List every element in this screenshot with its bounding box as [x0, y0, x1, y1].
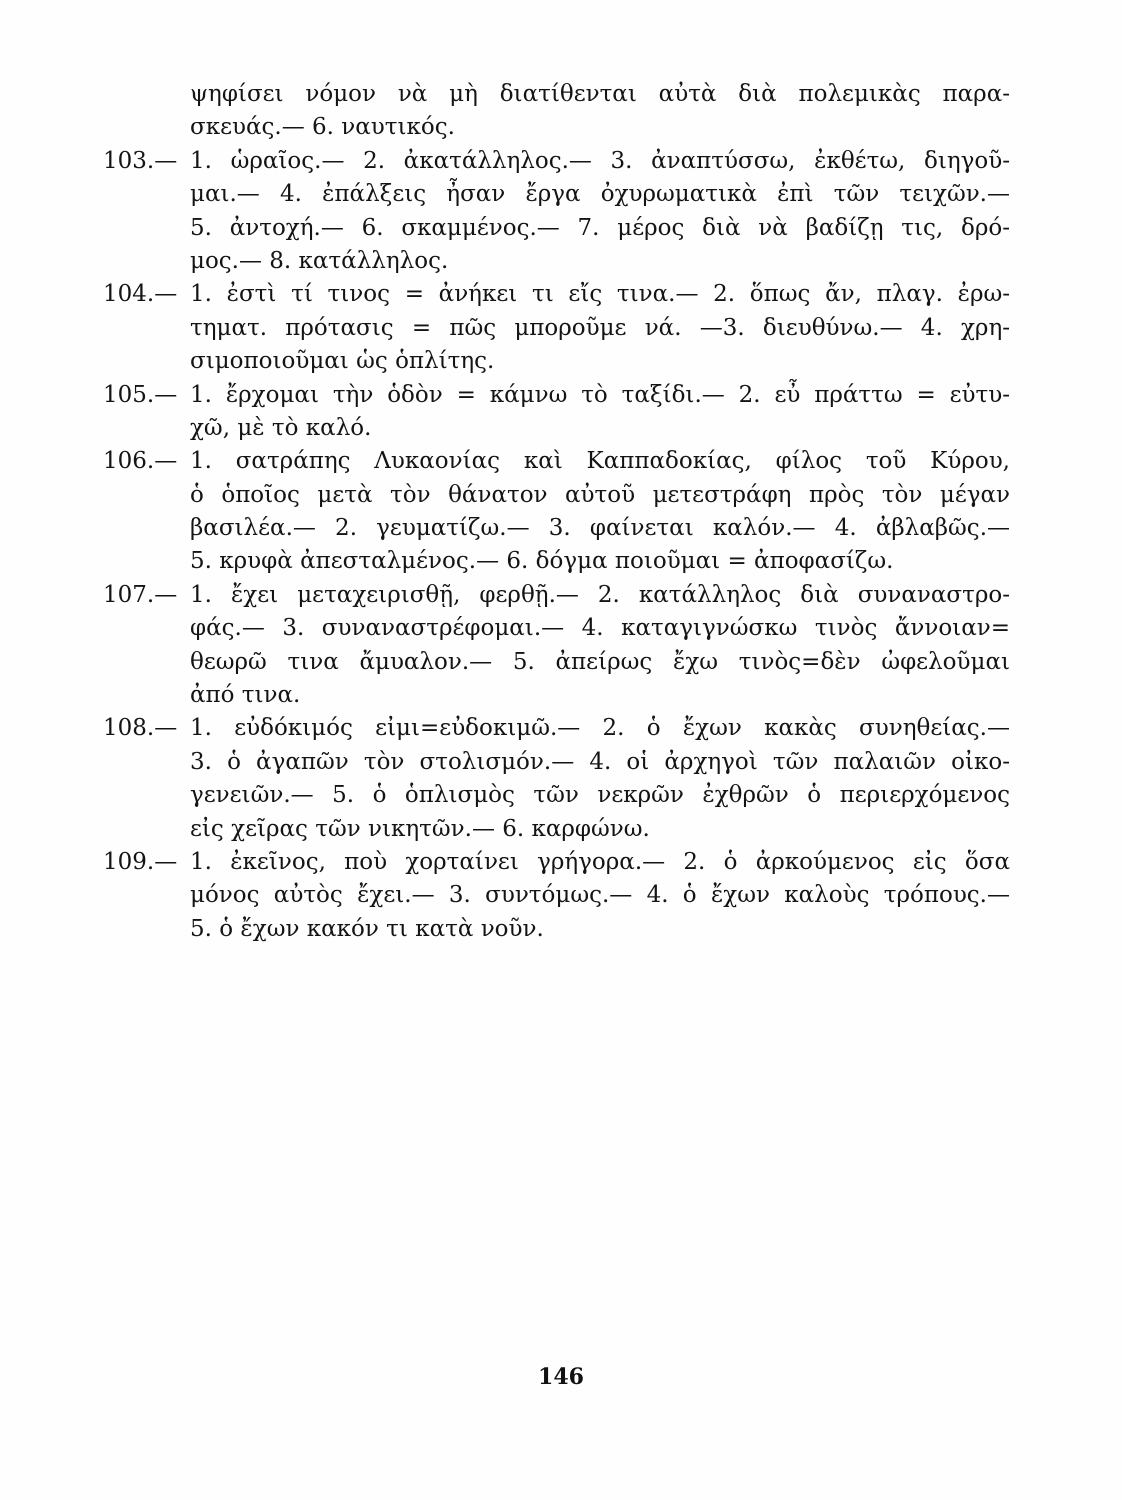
- line-text: ψηφίσει νόμον νὰ μὴ διατίθενται αὐτὰ διὰ πολεμικὰς παρα-: [190, 81, 1010, 107]
- text-line: [0, 178, 1122, 211]
- text-line: [0, 512, 1122, 545]
- line-text: ἀπό τινα.: [190, 682, 301, 709]
- text-line: [0, 445, 1122, 478]
- text-line: [0, 879, 1122, 912]
- entry-number: 106.—: [103, 448, 178, 475]
- line-text: χῶ, μὲ τὸ καλό.: [190, 414, 372, 441]
- line-text: 1. σατράπης Λυκαονίας καὶ Καππαδοκίας, φίλος τοῦ Κύρου,: [190, 448, 1010, 475]
- line-text: 1. εὐδόκιμός εἰμι=εὐδοκιμῶ.— 2. ὁ ἔχων κακὰς συνηθείας.—: [190, 715, 1010, 742]
- entry-number: 104.—: [103, 281, 178, 308]
- line-text: 1. ἐστὶ τί τινος = ἀνήκει τι εἴς τινα.— 2. ὅπως ἄν, πλαγ. ἐρω-: [190, 281, 1010, 308]
- glossary-text: [0, 78, 1122, 946]
- page-number: 146: [538, 1364, 584, 1390]
- text-line: [0, 746, 1122, 779]
- text-line: [0, 545, 1122, 578]
- text-line: [0, 312, 1122, 345]
- line-text: 1. ἐκεῖνος, ποὺ χορταίνει γρήγορα.— 2. ὁ ἀρκούμενος εἰς ὅσα: [190, 848, 1010, 875]
- text-line: [0, 245, 1122, 278]
- text-line: [0, 579, 1122, 612]
- text-line: [0, 212, 1122, 245]
- line-text: 5. κρυφὰ ἀπεσταλμένος.— 6. δόγμα ποιοῦμαι = ἀποφασίζω.: [190, 548, 894, 575]
- line-text: εἰς χεῖρας τῶν νικητῶν.— 6. καρφώνω.: [190, 815, 650, 842]
- line-text: 5. ἀντοχή.— 6. σκαμμένος.— 7. μέρος διὰ νὰ βαδίζῃ τις, δρό-: [190, 214, 1010, 241]
- text-line: [0, 913, 1122, 946]
- line-text: μόνος αὐτὸς ἔχει.— 3. συντόμως.— 4. ὁ ἔχων καλοὺς τρόπους.—: [190, 882, 1010, 909]
- entry-number: 109.—: [103, 848, 178, 875]
- text-line: [0, 111, 1122, 144]
- entry-number: 103.—: [103, 147, 178, 174]
- line-text: φάς.— 3. συναναστρέφομαι.— 4. καταγιγνώσκω τινὸς ἄννοιαν=: [190, 615, 1010, 642]
- line-text: 1. ἔρχομαι τὴν ὁδὸν = κάμνω τὸ ταξίδι.— 2. εὖ πράττω = εὐτυ-: [190, 381, 1010, 408]
- line-text: σκευάς.— 6. ναυτικός.: [190, 114, 455, 141]
- text-line: [0, 779, 1122, 812]
- line-text: 1. ὡραῖος.— 2. ἀκατάλληλος.— 3. ἀναπτύσσω, ἐκθέτω, διηγοῦ-: [190, 147, 1010, 174]
- text-line: [0, 612, 1122, 645]
- line-text: γενειῶν.— 5. ὁ ὁπλισμὸς τῶν νεκρῶν ἐχθρῶν ὁ περιερχόμενος: [190, 782, 1010, 809]
- line-text: μος.— 8. κατάλληλος.: [190, 247, 449, 274]
- entry-number: 107.—: [103, 581, 178, 608]
- text-line: [0, 379, 1122, 412]
- line-text: ὁ ὁποῖος μετὰ τὸν θάνατον αὐτοῦ μετεστράφη πρὸς τὸν μέγαν: [190, 481, 1010, 508]
- text-line: [0, 345, 1122, 378]
- text-line: [0, 646, 1122, 679]
- text-line: [0, 712, 1122, 745]
- line-text: 5. ὁ ἔχων κακόν τι κατὰ νοῦν.: [190, 915, 544, 942]
- line-text: μαι.— 4. ἐπάλξεις ἦσαν ἔργα ὀχυρωματικὰ ἐπὶ τῶν τειχῶν.—: [190, 181, 1010, 208]
- text-line: [0, 679, 1122, 712]
- entry-number: 105.—: [103, 381, 178, 408]
- line-text: θεωρῶ τινα ἄμυαλον.— 5. ἀπείρως ἔχω τινὸς=δὲν ὠφελοῦμαι: [190, 648, 1010, 675]
- text-line: [0, 813, 1122, 846]
- line-text: τηματ. πρότασις = πῶς μποροῦμε νά. —3. διευθύνω.— 4. χρη-: [190, 314, 1010, 341]
- text-line: [0, 78, 1122, 111]
- line-text: 1. ἔχει μεταχειρισθῇ, φερθῇ.— 2. κατάλληλος διὰ συναναστρο-: [190, 581, 1010, 608]
- text-line: [0, 846, 1122, 879]
- line-text: 3. ὁ ἀγαπῶν τὸν στολισμόν.— 4. οἱ ἀρχηγοὶ τῶν παλαιῶν οἰκο-: [190, 748, 1010, 775]
- line-text: βασιλέα.— 2. γευματίζω.— 3. φαίνεται καλόν.— 4. ἀβλαβῶς.—: [190, 515, 1010, 542]
- text-line: [0, 479, 1122, 512]
- line-text: σιμοποιοῦμαι ὡς ὁπλίτης.: [190, 348, 495, 375]
- entry-number: 108.—: [103, 715, 178, 742]
- text-line: [0, 278, 1122, 311]
- text-line: [0, 145, 1122, 178]
- text-line: [0, 412, 1122, 445]
